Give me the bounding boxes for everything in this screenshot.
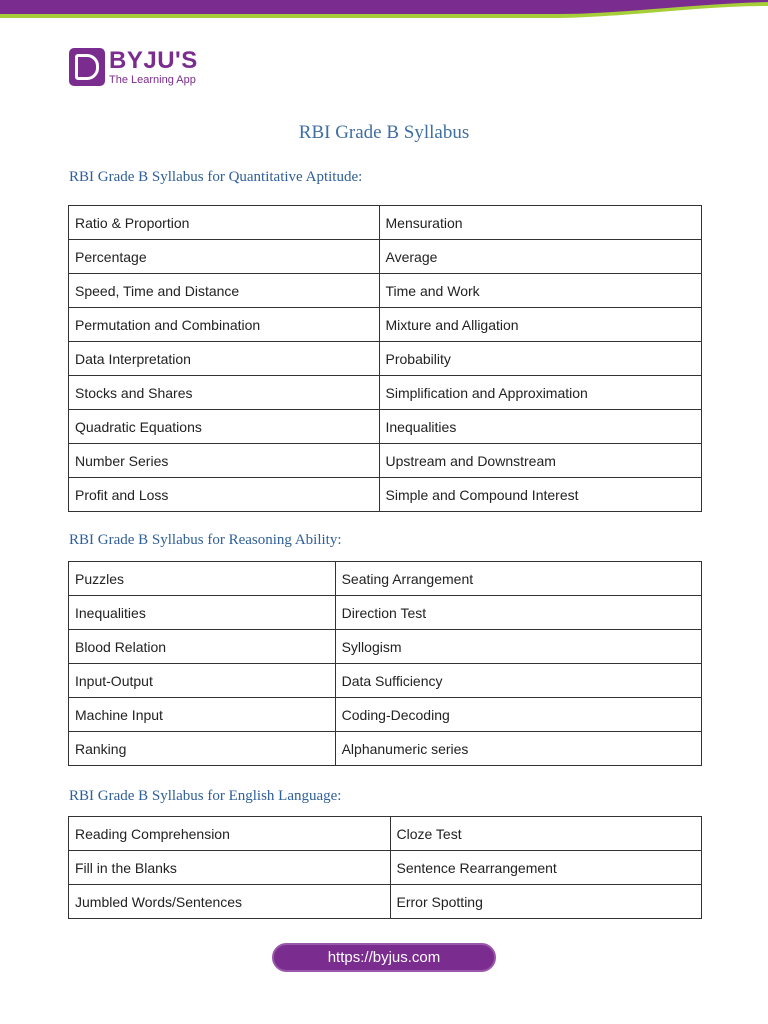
table-cell: Profit and Loss	[69, 478, 380, 512]
table-cell: Seating Arrangement	[335, 562, 701, 596]
table-body	[69, 562, 702, 766]
table-row	[69, 274, 702, 308]
header-band	[0, 0, 768, 30]
section-heading-quantitative: RBI Grade B Syllabus for Quantitative Aptitude:	[69, 169, 363, 185]
table-cell: Sentence Rearrangement	[390, 851, 702, 885]
byjus-logo-icon	[69, 48, 105, 86]
table-row	[69, 698, 702, 732]
table-cell: Error Spotting	[390, 885, 702, 919]
table-cell: Quadratic Equations	[69, 410, 380, 444]
table-cell: Ranking	[69, 732, 336, 766]
table-row	[69, 851, 702, 885]
table-body	[69, 817, 702, 919]
table-cell: Stocks and Shares	[69, 376, 380, 410]
table-cell: Percentage	[69, 240, 380, 274]
table-row	[69, 444, 702, 478]
table-row	[69, 410, 702, 444]
table-cell: Mensuration	[379, 206, 702, 240]
page-title: RBI Grade B Syllabus	[298, 122, 470, 143]
table-cell: Input-Output	[69, 664, 336, 698]
table-cell: Alphanumeric series	[335, 732, 701, 766]
table-row	[69, 206, 702, 240]
table-cell: Upstream and Downstream	[379, 444, 702, 478]
table-row	[69, 376, 702, 410]
table-cell: Blood Relation	[69, 630, 336, 664]
table-cell: Inequalities	[379, 410, 702, 444]
table-cell: Simplification and Approximation	[379, 376, 702, 410]
table-row	[69, 732, 702, 766]
english-topics-table	[68, 816, 702, 919]
table-cell: Ratio & Proportion	[69, 206, 380, 240]
table-row	[69, 664, 702, 698]
section-heading-reasoning: RBI Grade B Syllabus for Reasoning Ability:	[69, 532, 342, 548]
table-row	[69, 342, 702, 376]
table-cell: Direction Test	[335, 596, 701, 630]
table-cell: Number Series	[69, 444, 380, 478]
table-cell: Data Sufficiency	[335, 664, 701, 698]
table-cell: Average	[379, 240, 702, 274]
table-row	[69, 478, 702, 512]
table-cell: Simple and Compound Interest	[379, 478, 702, 512]
table-cell: Mixture and Alligation	[379, 308, 702, 342]
table-cell: Probability	[379, 342, 702, 376]
table-cell: Permutation and Combination	[69, 308, 380, 342]
table-cell: Jumbled Words/Sentences	[69, 885, 391, 919]
website-link[interactable]: https://byjus.com	[272, 943, 496, 972]
table-cell: Cloze Test	[390, 817, 702, 851]
table-row	[69, 885, 702, 919]
table-cell: Data Interpretation	[69, 342, 380, 376]
quantitative-topics-table	[68, 205, 702, 512]
brand-tagline: The Learning App	[109, 73, 196, 86]
table-row	[69, 596, 702, 630]
table-cell: Time and Work	[379, 274, 702, 308]
table-row	[69, 240, 702, 274]
table-row	[69, 817, 702, 851]
brand-logo[interactable]	[69, 47, 198, 87]
table-cell: Inequalities	[69, 596, 336, 630]
section-heading-english: RBI Grade B Syllabus for English Language:	[69, 788, 342, 804]
reasoning-topics-table	[68, 561, 702, 766]
table-cell: Syllogism	[335, 630, 701, 664]
table-row	[69, 630, 702, 664]
table-body	[69, 206, 702, 512]
table-cell: Puzzles	[69, 562, 336, 596]
table-row	[69, 562, 702, 596]
brand-name: BYJU'S	[109, 46, 198, 74]
table-cell: Machine Input	[69, 698, 336, 732]
table-cell: Reading Comprehension	[69, 817, 391, 851]
table-cell: Fill in the Blanks	[69, 851, 391, 885]
table-cell: Speed, Time and Distance	[69, 274, 380, 308]
table-cell: Coding-Decoding	[335, 698, 701, 732]
table-row	[69, 308, 702, 342]
